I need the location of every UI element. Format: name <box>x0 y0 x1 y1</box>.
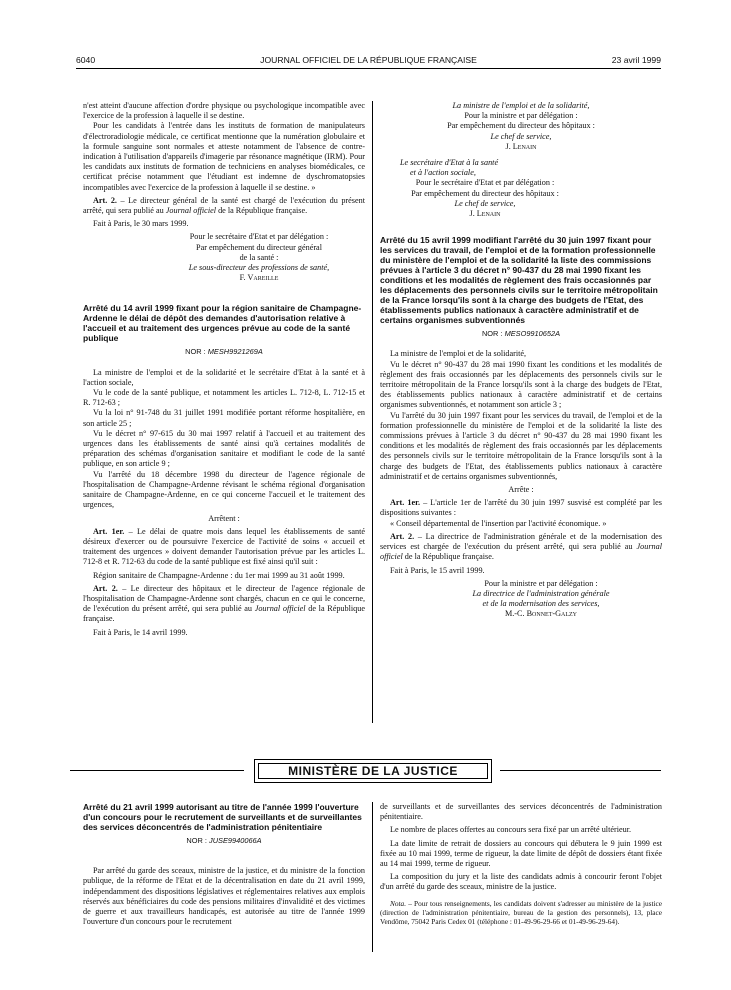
article-2 <box>380 532 662 563</box>
paragraph: n'est atteint d'aucune affection d'ordre physique ou psychologique incompatible avec l'exercice de la profession à laquelle il se destine. <box>83 101 365 121</box>
nor-label: NOR : <box>481 329 505 339</box>
running-header <box>76 55 661 69</box>
signature-block <box>153 232 365 283</box>
article-1 <box>83 527 365 568</box>
paragraph: La ministre de l'emploi et de la solidarité, <box>390 349 527 359</box>
signature-line: Pour le secrétaire d'Etat et par délégation : <box>415 178 555 188</box>
column-right-top <box>380 101 662 620</box>
paragraph: Vu le décret n° 97-615 du 30 mai 1997 relatif à l'accueil et au traitement des urgences dans les établissements de santé ainsi qu'à certaines modalités de préparation des schémas d'organisation sanitaire et modifiant le code de la santé publique, en son article 9 ; <box>83 428 365 469</box>
paragraph: Région sanitaire de Champagne-Ardenne : du 1er mai 1999 au 31 août 1999. <box>93 570 345 580</box>
signatory-role: et de la modernisation des services, <box>482 599 600 609</box>
column-divider-top <box>372 101 373 723</box>
nor-value: JUSE9940066A <box>209 836 262 845</box>
signatory-name: J. Lenain <box>469 209 501 219</box>
paragraph: Vu l'arrêté du 30 juin 1997 fixant pour les services du travail, de l'emploi et de la formation professionnelle du ministère de l'emploi et de la solidarité la liste des commissions prévues à l'article 3 du décret n° 90-437 du 28 mai 1990 fixant les conditions et les modalités de règlement des frais occasionnés par les déplacements des personnels civils sur le territoire métropolitain de la France lorsqu'ils sont à la charge des budgets de l'Etat, des établissements publics nationaux à caractère administratif et de certains organismes subventionnés, <box>380 410 662 481</box>
article-label: Art. 2. <box>93 583 118 593</box>
article-text: – Le directeur général de la santé est chargé de l'exécution du présent arrêté, qui sera publié au <box>83 195 365 216</box>
article-text: – La directrice de l'administration générale et de la modernisation des services est chargée de l'exécution du présent arrêté, qui sera publié au <box>380 531 662 552</box>
signatory-name: M.-C. Bonnet-Galzy <box>504 609 578 619</box>
paragraph: Vu le code de la santé publique, et notamment les articles L. 712-8, L. 712-15 et R. 712-63 ; <box>83 388 365 408</box>
arrete-heading: Arrêtent : <box>208 513 240 523</box>
article-label: Art. 2. <box>93 195 117 205</box>
nota-label: Nota. <box>390 898 407 908</box>
signature-block <box>420 579 662 620</box>
signatory-role: et à l'action sociale, <box>410 168 476 178</box>
signatory-role: Le sous-directeur des professions de santé, <box>188 263 330 273</box>
nor-reference <box>380 329 662 339</box>
signature-line: Pour le secrétaire d'Etat et par délégation : <box>189 232 329 242</box>
nor-reference <box>83 347 365 357</box>
column-right-bottom <box>380 802 662 926</box>
article-label: Art. 1er. <box>390 498 421 508</box>
fait-line: Fait à Paris, le 14 avril 1999. <box>93 627 188 637</box>
journal-ref: Journal officiel <box>165 206 217 216</box>
article-1 <box>380 498 662 518</box>
journal-title: JOURNAL OFFICIEL DE LA RÉPUBLIQUE FRANÇAISE <box>260 55 477 65</box>
article-text-end: de la République française. <box>402 552 494 562</box>
paragraph: La composition du jury et la liste des candidats admis à concourir feront l'objet d'un arrêté du garde des sceaux, ministre de la justice. <box>380 872 662 892</box>
signature-line: Par empêchement du directeur des hôpitaux : <box>447 121 595 131</box>
nor-label: NOR : <box>185 347 208 357</box>
paragraph: La date limite de retrait de dossiers au concours qui débutera le 9 juin 1999 est fixée au 10 mai 1999, terme de rigueur, la date limite de dépôt de dossiers étant fixée au 14 mai 1999, terme de rigueur. <box>380 838 662 869</box>
paragraph: La ministre de l'emploi et de la solidarité et le secrétaire d'Etat à la santé et à l'action sociale, <box>83 367 365 387</box>
decree-title: Arrêté du 14 avril 1999 fixant pour la région sanitaire de Champagne-Ardenne le délai de dépôt des demandes d'autorisation relative à l'accueil et au traitement des urgences prévue au code de la santé publique <box>83 303 362 344</box>
signature-line: Pour la ministre et par délégation : <box>484 578 598 588</box>
article-label: Art. 1er. <box>93 526 125 536</box>
signature-block <box>380 101 662 152</box>
signature-line: Par empêchement du directeur général <box>196 242 322 252</box>
signatory-role: Le chef de service, <box>490 131 552 141</box>
nota-note <box>380 899 662 926</box>
column-left-bottom <box>83 802 365 927</box>
article-2 <box>83 584 365 625</box>
nor-value: MESO9910652A <box>504 329 561 339</box>
signature-line: Par empêchement du directeur des hôpitaux : <box>411 188 559 198</box>
section-banner-label: MINISTÈRE DE LA JUSTICE <box>258 763 488 779</box>
banner-rule-left <box>70 770 244 771</box>
article-2 <box>83 196 365 216</box>
column-divider-bottom <box>372 802 373 952</box>
paragraph: « Conseil départemental de l'insertion par l'activité économique. » <box>390 518 607 528</box>
nota-text: – Pour tous renseignements, les candidats doivent s'adresser au ministère de la justice (direction de l'administration pénitentiaire, bureau de la gestion des personnels), 13, place Vendôme, 75042 Paris Cedex 01 (téléphone : 01-49-96-29-66 et 01-49-96-29-64). <box>380 898 662 926</box>
signatory-role: La directrice de l'administration générale <box>472 588 610 598</box>
nor-reference <box>83 836 365 846</box>
section-banner <box>254 759 492 783</box>
signatory-name: F. Vareille <box>239 273 279 283</box>
paragraph: Vu l'arrêté du 18 décembre 1998 du directeur de l'agence régionale de l'hospitalisation de Champagne-Ardenne révisant le schéma régional d'organisation sanitaire de Champagne-Ardenne, en ce qui concerne l'accueil et le traitement des urgences, <box>83 469 365 510</box>
nor-label: NOR : <box>186 836 209 845</box>
fait-line: Fait à Paris, le 15 avril 1999. <box>390 565 485 575</box>
issue-date: 23 avril 1999 <box>611 55 661 65</box>
article-label: Art. 2. <box>390 531 415 541</box>
signatory-role: Le chef de service, <box>454 198 516 208</box>
decree-title: Arrêté du 21 avril 1999 autorisant au titre de l'année 1999 l'ouverture d'un concours pour le recrutement de surveillants et de surveillantes des services déconcentrés de l'administration pénitentiaire <box>83 802 362 832</box>
signature-block <box>380 158 662 219</box>
signatory-role: La ministre de l'emploi et de la solidarité, <box>452 101 590 110</box>
paragraph: Pour les candidats à l'entrée dans les instituts de formation de manipulateurs d'électroradiologie médicale, ce certificat mentionne que la numération globulaire et la formule sanguine sont normales et atteste notamment de l'absence de contre-indication à l'utilisation d'appareils d'imagerie par résonance magnétique (IRM). Pour les candidats aux instituts de formation de techniciens en analyses biomédicales, ce certificat précise notamment que l'étudiant est indemne de dyschromatopsies incompatibles avec l'exercice de la profession à laquelle il se destine. » <box>83 121 365 192</box>
page-number: 6040 <box>76 55 96 65</box>
signature-line: Pour la ministre et par délégation : <box>464 111 578 121</box>
article-text: – Le délai de quatre mois dans lequel les établissements de santé désireux d'exercer ou de poursuivre l'exercice de l'activité de soins « accueil et traitement des urgences » doivent demander l'autorisation prévue par les articles L. 712-8 et R. 712-63 du code de la santé publique est fixé ainsi qu'il suit : <box>83 526 365 567</box>
paragraph: de surveillants et de surveillantes des services déconcentrés de l'administration pénitentiaire. <box>380 802 662 822</box>
arrete-heading: Arrête : <box>508 485 534 495</box>
paragraph: Vu le décret n° 90-437 du 28 mai 1990 fixant les conditions et les modalités de règlement des frais occasionnés par les déplacements des personnels civils sur le territoire métropolitain de la France lorsqu'ils sont à la charge des budgets de l'Etat, des établissements publics nationaux à caractère administratif et de certains organismes subventionnés, et notamment son article 3 ; <box>380 359 662 410</box>
journal-ref: Journal officiel <box>380 542 662 562</box>
signatory-name: J. Lenain <box>505 141 537 151</box>
article-text-end: de la République française. <box>216 206 308 216</box>
banner-rule-right <box>500 770 661 771</box>
article-text: – L'article 1er de l'arrêté du 30 juin 1997 susvisé est complété par les dispositions suivantes : <box>380 498 662 518</box>
signatory-role: Le secrétaire d'Etat à la santé <box>400 158 499 168</box>
paragraph: Vu la loi n° 91-748 du 31 juillet 1991 modifiée portant réforme hospitalière, en son article 25 ; <box>83 408 365 428</box>
signature-line: de la santé : <box>239 252 279 262</box>
journal-ref: Journal officiel <box>254 604 306 614</box>
paragraph: Le nombre de places offertes au concours sera fixé par un arrêté ultérieur. <box>390 825 632 835</box>
column-left-top <box>83 101 365 638</box>
paragraph: Par arrêté du garde des sceaux, ministre de la justice, et du ministre de la fonction publique, de la réforme de l'Etat et de la décentralisation en date du 21 avril 1999, indépendamment des dispositions législatives et réglementaires relatives aux emplois réservés aux bénéficiaires du code des pensions militaires d'invalidité et des victimes de guerre et aux travailleurs handicapés, est autorisée au titre de l'année 1999 l'ouverture d'un concours pour le recrutement <box>83 866 365 927</box>
fait-line: Fait à Paris, le 30 mars 1999. <box>93 219 189 229</box>
nor-value: MESH9921269A <box>207 347 263 357</box>
article-text: – Le directeur des hôpitaux et le directeur de l'agence régionale de l'hospitalisation de Champagne-Ardenne sont chargés, chacun en ce qui le concerne, de l'exécution du présent arrêté, qui sera publié au <box>83 583 365 614</box>
article-text-end: de la République française. <box>83 604 365 624</box>
decree-title: Arrêté du 15 avril 1999 modifiant l'arrêté du 30 juin 1997 fixant pour les services du travail, de l'emploi et de la formation professionnelle du ministère de l'emploi et de la solidarité la liste des commissions prévues à l'article 3 du décret n° 90-437 du 28 mai 1990 fixant les conditions et les modalités de règlement des frais occasionnés par les déplacements des personnels civils sur le territoire métropolitain de la France lorsqu'ils sont à la charge des budgets de l'Etat, des établissements publics nationaux à caractère administratif et de certains organismes subventionnés <box>380 235 658 326</box>
header-rule <box>76 68 661 69</box>
